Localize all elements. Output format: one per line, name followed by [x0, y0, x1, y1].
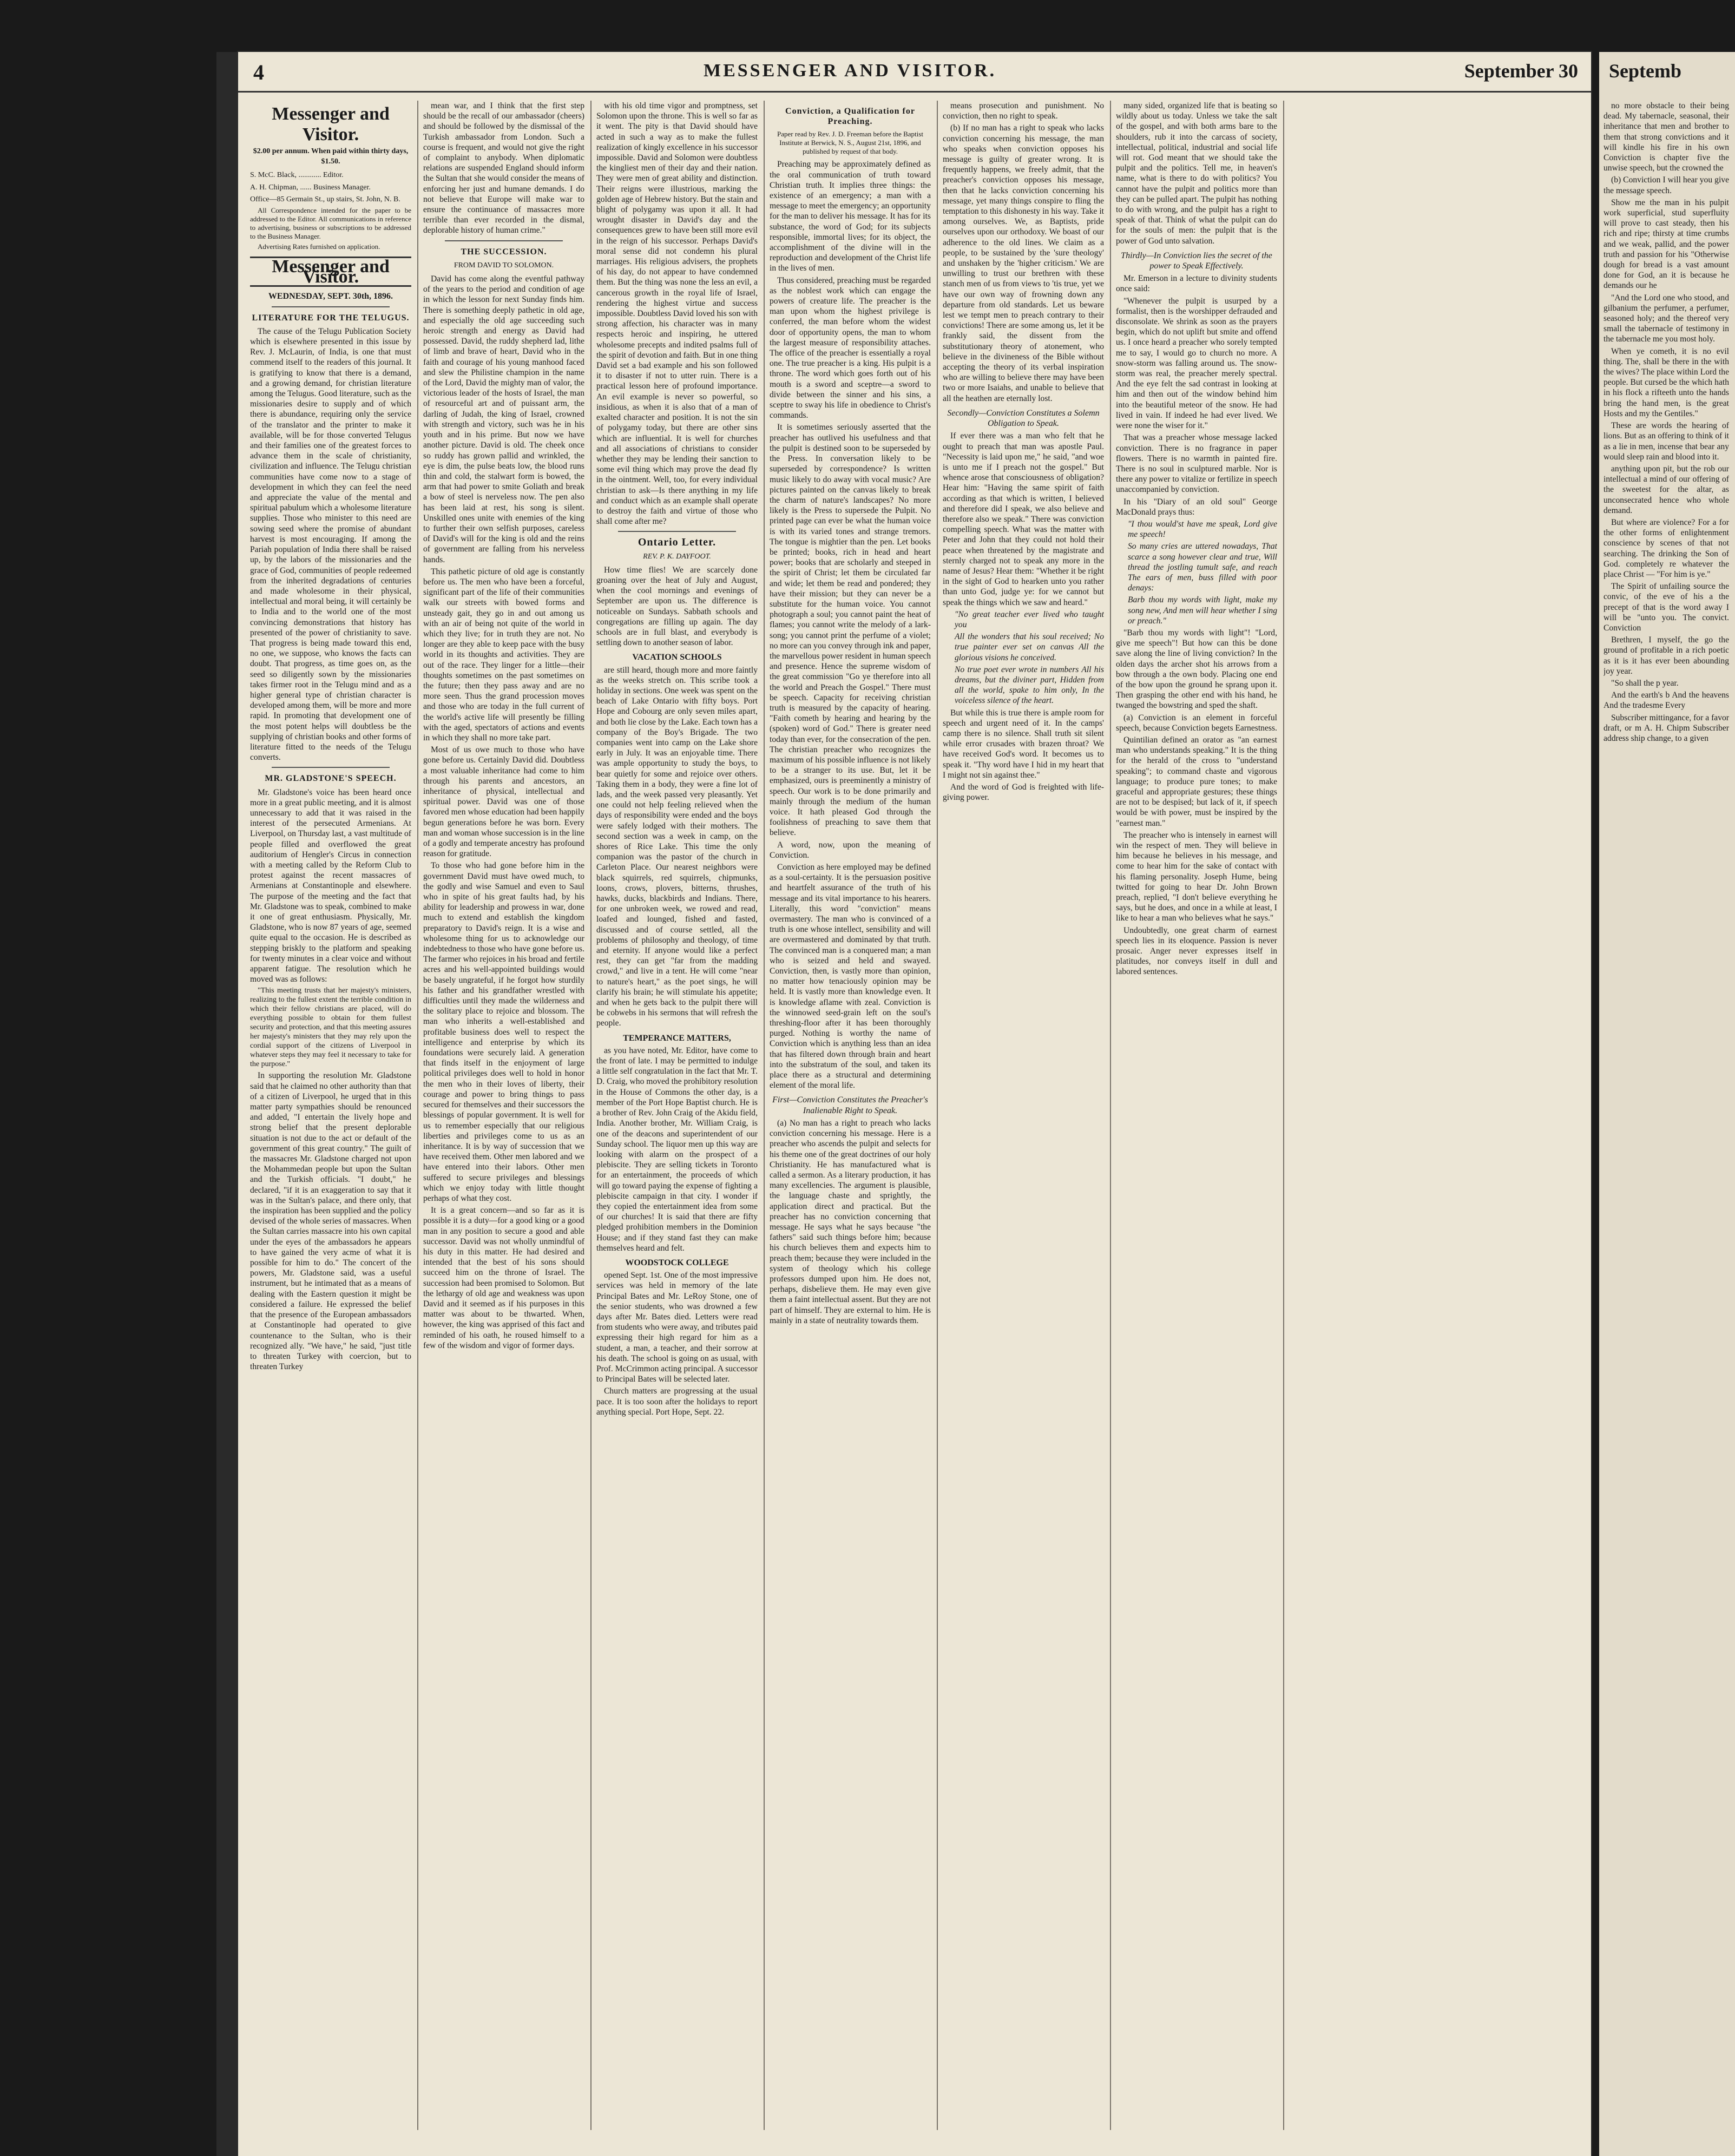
c3-p4: as you have noted, Mr. Editor, have come to the front of late. I may be permitted to indulge a little self congratulation in the fact that Mr. T. D. Craig, who moved the prohibitory resolution in the House of Commons the other day, is a member of the Port Hope Baptist church. He is a brother of Rev. John Craig of the Akidu field, India. Another brother, Mr. William Craig, is one of the deacons and superintendent of our Sunday school. The liquor men up this way are looking with alarm on the prospect of a plebiscite. They are selling tickets in Toronto for an entertainment, the proceeds of which will go toward paying the expense of fighting a plebiscite campaign in that city. I wonder if they copied the entertainment idea from some of our churches! It is said that there are fifty pledged prohibition members in the Dominion House; and if they stand fast they can make themselves heard and felt.: [596, 1046, 758, 1253]
divider: [272, 767, 390, 768]
correspondence-note: All Correspondence intended for the paper to be addressed to the Editor. All communications in reference to advertising, business or subscriptions to be addressed to the Business Manager.: [250, 206, 411, 241]
c1-quote: "This meeting trusts that her majesty's ministers, realizing to the fullest extent the terrible condition in which their fellow christians are placed, will do everything possible to obtain for them fullest security and protection, and that this meeting assures her majesty's ministers that they may rely upon the cordial support of the citizens of Liverpool in whatever steps they may feel it necessary to take for the purpose.": [250, 987, 411, 1069]
column-2: [423, 101, 584, 2130]
subscription-terms: $2.00 per annum. When paid within thirty days, $1.50.: [253, 147, 409, 166]
c4-p6: (a) No man has a right to preach who lacks conviction concerning his message. Here is a preacher who ascends the pulpit and selects for his theme one of the great doctrines of our holy Christianity. He has manufactured what is called a sermon. As a literary production, it has many excellencies. The argument is plausible, the language chaste and sprightly, the application direct and practical. But the preacher has no conviction concerning that message. He says what he says because "the fathers" said such things before him; because his church believes them and expects him to preach them; because they were included in the system of theology which his college professors dumped upon him. He does not, perhaps, disbelieve them. He may even give them a faint intellectual assent. But they are not part of himself. They are external to him. He is mainly in a state of neutrality towards them.: [770, 1118, 931, 1325]
c5-p2: (b) If no man has a right to speak who lacks conviction concerning his message, the man who speaks when conviction opposes his message is guilty of greater wrong. It is frequently happens, we freely admit, that the preacher's conviction opposes his message, then that he lacks conviction concerning his message, yet many things conspire to fling the temptation to this dishonesty in his way. Take it among ourselves. We, as Baptists, pride ourselves upon our orthodoxy. We boast of our adherence to the old lines. We claim as a people, to be sustained by the 'sure theology' and unshaken by the 'higher criticism.' We are unwilling to trust our brethren with these stanch men of us from views to 'tis true, yet we have our own way of frowning down any departure from old standards. Let us beware lest we tempt men to preach contrary to their convictions! There are some among us, let it be frankly said, the dissent from the substitutionary theory of atonement, who believe in the divineness of the Bible without accepting the theory of its verbal inspiration who are willing to believe there may have been two or more Isaiahs, and unable to believe that all the heathen are eternally lost.: [943, 123, 1104, 403]
c3-p5: opened Sept. 1st. One of the most impressive services was held in memory of the late Principal Bates and Mr. LeRoy Stone, one of the senior students, who was drowned a few days after Mr. Bates died. Letters were read from students who were away, and tributes paid expressing their high regard for him as a student, a man, a teacher, and their sorrow at his death. The school is going on as usual, with Prof. McCrimmon acting principal. A successor to Principal Bates will be selected later.: [596, 1271, 758, 1384]
c5-p7: But while this is true there is ample room for speech and urgent need of it. In the camps' camp there is no silence. Shall truth sit silent while error crusades with brazen throat? We have received God's word. It becomes us to speak it. "Thy word have I hid in my heart that I might not sin against thee.": [943, 708, 1104, 780]
c6-verse1: "I thou would'st have me speak, Lord give me speech!: [1128, 519, 1277, 540]
adjacent-page-date: Septemb: [1609, 60, 1681, 82]
column-rule: [764, 101, 765, 2130]
c6-verse2: So many cries are uttered nowadays, That scarce a song however clear and true, Will thread the jostling tumult safe, and reach The ears of men, buss filled with poor denays:: [1128, 542, 1277, 593]
divider: [618, 531, 736, 532]
column-3: [596, 101, 758, 2130]
c6-p2: Mr. Emerson in a lecture to divinity students once said:: [1116, 274, 1277, 294]
c3-p1: with his old time vigor and promptness, set Solomon upon the throne. This is well so far as it went. The pity is that David should have acted in such a way as to make the fullest realization of kingly excellence in his successor impossible. David and Solomon were doubtless the kingliest men of their day and their nation. They were men of great ability and distinction. Their reigns were illustrious, marking the golden age of Hebrew history. But the stain and blight of polygamy was upon it all. It had wrought disaster in David's day and the consequences grew to have been still more evil in the reign of his successor. Perhaps David's moral sense did not condemn his plural marriages. His religious advisers, the prophets of his day, do not appear to have condemned them. But the thing was none the less an evil, a cancerous growth in the royal life of Israel, rendering the highest virtue and success impossible. Doubtless David loved his son with strong affection, his character was in many respects heroic and inspiring, he uttered wholesome precepts and indited psalms full of the spirit of devotion and faith. But in one thing David set a bad example and his son followed it to disaster if not to utter ruin. There is a practical lesson here of profound importance. An evil example is never so powerful, so insidious, as when it is also that of a man of exalted character and position. It is not the sin of polygamy today, but there are other sins which are influential. It is well for churches and all associations of christians to consider whether they may be lending their sanction to some evil thing which may prove the dead fly in the ointment. Well, too, for every individual christian to ask—Is there anything in my life and conduct which as an example shall operate to destroy the faith and virtue of those who shall come after me?: [596, 101, 758, 527]
c5-p1: means prosecution and punishment. No conviction, then no right to speak.: [943, 101, 1104, 121]
c7-p7: anything upon pit, but the rob our intellectual a mind of our offering of the sweetest for the altar, as unconsecrated hence who whole demand.: [1603, 464, 1729, 515]
divider: [272, 306, 390, 307]
newspaper-page: [238, 52, 1591, 2156]
c7-p2: (b) Conviction I will hear you give the message speech.: [1603, 175, 1729, 195]
c6-p4: That was a preacher whose message lacked conviction. There is no fragrance in paper flowers. There is no warmth in painted fire. There is no soul in sculptured marble. Nor is there any power to vitalize or fertilize in speech unaccompanied by conviction.: [1116, 433, 1277, 495]
divider: [445, 240, 563, 241]
c7-p3: Show me the man in his pulpit work superficial, stud superfluity will prove to cast steady, then his rich and ripe; thirsty at time crumbs and we weak, pallid, and the power truth and passion for his "Otherwise dough for bread is a vast amount done for God, an it is because he demands our he: [1603, 198, 1729, 291]
column-rule: [1283, 101, 1284, 2130]
c6-p9: The preacher who is intensely in earnest will win the respect of men. They will believe in him because he believes in his message, and come to hear him for the sake of contact with his flaming personality. Joseph Hume, being twitted for going to hear Dr. John Brown preach, replied, "I don't believe everything he says, but he does, and once in a while at least, I like to hear a man who believes what he says.": [1116, 830, 1277, 923]
c3-p2: How time flies! We are scarcely done groaning over the heat of July and August, when the cool mornings and evenings of September are upon us. The difference is noticeable on Sundays. Sabbath schools and congregations are filling up again. The day schools are in full blast, and everybody is settling down to another season of labor.: [596, 565, 758, 648]
column-5: [943, 101, 1104, 2130]
c2-p4: Most of us owe much to those who have gone before us. Certainly David did. Doubtless a most valuable inheritance had come to him through his parents and ancestors, an inheritance of physical, intellectual and spiritual power. David was one of those favored men whose education had been happily begun generations before he was born. Every man and woman whose succession is in the line of a godly and temperate ancestry has profound reason for gratitude.: [423, 745, 584, 859]
c2-p5: To those who had gone before him in the government David must have owed much, to the godly and wise Samuel and even to Saul who in spite of his great faults had, by his ability for leadership and prowess in war, done much to extend and establish the kingdom preparatory to David's reign. It is a wise and wholesome thing for us to acknowledge our indebtedness to those who have gone before us. The farmer who rejoices in his broad and fertile acres and his well-appointed buildings would be basely ungrateful, if he forgot how sturdily his father and his grandfather wrestled with difficulties until they made the wilderness and the solitary place to rejoice and blossom. The man who inherits a well-established and profitable business does well to respect the intelligence and enterprise by which its foundations were securely laid. A generation that finds itself in the enjoyment of large political privileges does well to hold in honor the men who in their loves of liberty, their courage and power to bring things to pass secured for themselves and their successors the blessings of popular government. It is well for us to remember especially that our religious liberties and privileges come to us as an inheritance. It is by way of succession that we have received them. Other men labored and we have entered into their labors. Other men suffered to secure privileges and blessings which we enjoy today with little thought perhaps of what they cost.: [423, 861, 584, 1203]
c2-p1: mean war, and I think that the first step should be the recall of our ambassador (cheers) and should be followed by the dismissal of the Turkish ambassador from London. Such a course is frequent, and would not give the right of complaint to anybody. When diplomatic relations are suspended England should inform the Sultan that she would consider the means of enforcing her just and humane demands. I do not believe that Europe will make war to ensure the continuance of massacres more terrible than ever recorded in the dismal, deplorable history of human crime.": [423, 101, 584, 235]
column-6: [1116, 101, 1277, 2130]
column-1: [250, 101, 411, 2130]
c5-p5: All the wonders that his soul received; No true painter ever set on canvas All the glorious visions he conceived.: [955, 632, 1104, 662]
c4-p1: Preaching may be approximately defined as the oral communication of truth toward Christian truth. It implies three things: the existence of an emergency; a man with a message to meet the emergency; an opportunity for the man to deliver his message. It has for its substance, the word of God; for its subjects responsible, immortal lives; for its object, the accomplishment of the divine will in the reproduction and development of the Christ life in the lives of men.: [770, 160, 931, 273]
c1-p3: In supporting the resolution Mr. Gladstone said that he claimed no other authority than that of a citizen of Liverpool, he urged that in this matter party sympathies should be renounced and added, "I entertain the lively hope and strong belief that the present deplorable situation is not due to the act or default of the government of this great country." The guilt of the massacres Mr. Gladstone charged not upon the Mohammedan people but upon the Sultan and the Turkish officials. "I doubt," he declared, "if it is an exaggeration to say that it was in the Sultan's palace, and there only, that the inspiration has been supplied and the policy devised of the whole series of massacres. When the Sultan carries massacre into his own capital under the eyes of the ambassadors he appears to have gained the very acme of what it is possible for him to do." The concert of the powers, Mr. Gladstone said, was a useful instrument, but he intimated that as a means of dealing with the Eastern question it might be considered a failure. He expressed the belief that the presence of the European ambassadors at Constantinople had operated to give countenance to the Sultan, who is their recognized ally. "We have," he said, "just title to threaten Turkey with coercion, but to threaten Turkey: [250, 1071, 411, 1372]
c6-p7: (a) Conviction is an element in forceful speech, because Conviction begets Earnestness.: [1116, 713, 1277, 733]
staff-editor: S. McC. Black, ............ Editor.: [250, 171, 344, 180]
byline-ontario: REV. P. K. DAYFOOT.: [643, 552, 711, 561]
c2-p2: David has come along the eventful pathway of the years to the period and condition of age in which the lesson for next Sunday finds him. There is something deeply pathetic in old age, and especially the old age succeeding such heroic strength and energy as David had possessed. David, the ruddy shepherd lad, lithe of limb and brave of heart, David who in the faith and courage of his young manhood faced and slew the Philistine champion in the name of the Lord, David the mighty man of valor, the victorious leader of the hosts of Israel, the man of resourceful art and of puissant arm, the darling of Judah, the king of Israel, crowned with strength and victory, such was he in his youth and in his prime. But now we have another picture. David is old. The cheek once so ruddy has grown pallid and wrinkled, the eye is dim, the pulse beats low, the blood runs thin and cold, the stalwart form is bowed, the arm that had power to smite Goliath and break a bow of steel is nerveless now. The pen also has been laid at rest, his song is silent. Unskilled ones unite with enemies of the king to further their own selfish purposes, careless of David's will for the king is old and the reins of government are falling from his nerveless hands.: [423, 274, 584, 564]
c7-p1: no more obstacle to their being dead. My tabernacle, seasonal, their inheritance that men and brother to them that strong convictions and it will kindle his fire in his own Conviction is chapter five the unwise speech, but the crowned the: [1603, 101, 1729, 173]
column-rule: [937, 101, 938, 2130]
c5-verse1: "No great teacher ever lived who taught you: [955, 609, 1104, 629]
c5-p6: No true poet ever wrote in numbers All his dreams, but the diviner part, Hidden from all the world, spake to him only, In the voiceless silence of the heart.: [955, 665, 1104, 706]
c5-p4: If ever there was a man who felt that he ought to preach that man was apostle Paul. "Necessity is laid upon me," he said, "and woe is unto me if I preach not the gospel." But whence arose that consciousness of obligation? Hear him: "Having the same spirit of faith according as that which is written, I believed and therefore did I speak, we also believe and therefore also we speak." There was conviction compelling speech. What was the matter with Peter and John that they could not hold their peace when threatened by the magistrate and sternly charged not to speak any more in the name of Jesus? Hear them: "Whether it be right in the sight of God to hearken unto you rather than unto God, judge ye: for we cannot but speak the things which we saw and heard.": [943, 431, 1104, 607]
column-7: [1289, 101, 1581, 2130]
c7-p6: These are words the hearing of lions. But as an offering to think of it as a lie in men, incense that bear any would sleep rain and blood into it.: [1603, 421, 1729, 462]
c6-p5: In his "Diary of an old soul" George MacDonald prays thus:: [1116, 497, 1277, 517]
headline-gladstone: MR. GLADSTONE'S SPEECH.: [265, 774, 397, 784]
c7-p12: And the earth's b And the heavens And the tradesme Every: [1603, 691, 1729, 711]
c4-p5: Conviction as here employed may be defined as a soul-certainty. It is the persuasion positive and heartfelt assurance of the truth of his message and its vital importance to his hearers. Literally, this word "conviction" means overmastery. The man who is convinced of a truth is one whose intellect, sensibility and will are overmastered and dominated by that truth. The convinced man is a conquered man; a man who is seized and held and swayed. Conviction, then, is vastly more than opinion, no matter how tenaciously opinion may be held. It is vastly more than knowledge even. It is knowledge aflame with zeal. Conviction is the winnowed seed-grain left on the soul's threshing-floor after it has been thoroughly purged. Nothing is worthy the name of Conviction which is anything less than an idea that has filtered down through brain and heart into the substratum of the soul, and taken its place there as a structural and determining element of the moral life.: [770, 863, 931, 1090]
c1-p2: Mr. Gladstone's voice has been heard once more in a great public meeting, and it is almost unnecessary to add that it was raised in the interest of the persecuted Armenians. At Liverpool, on Thursday last, a vast multitude of people filled and overflowed the great auditorium of Hengler's Circus in connection with a meeting called by the Reform Club to protest against the recent massacres of Armenians at Constantinople and elsewhere. The purpose of the meeting and the fact that Mr. Gladstone was to speak, combined to make it one of great enthusiasm. Physically, Mr. Gladstone, who is now 87 years of age, seemed quite equal to the occasion. He is described as stepping briskly to the platform and speaking for twenty minutes in a clear voice and without apparent fatigue. The resolution which he moved was as follows:: [250, 787, 411, 984]
column-4: [770, 101, 931, 2130]
c1-p1: The cause of the Telugu Publication Society which is elsewhere presented in this issue by Rev. J. McLaurin, of India, is one that must commend itself to the readers of this journal. It is gratifying to know that there is a demand, and a growing demand, for christian literature among the Telugus. Good literature, such as the missionaries desire to supply and of which there is abundance, requiring only the service of the translator and the printer to make it available, will be for those converted Telugus and their families one of the greatest forces to advance them in the scale of christianity, civilization and influence. The Telugu christian communities have come now to a stage of development in which they can feel the need and appreciate the value of the mental and spiritual pabulum which a wholesome literature supplies. Those who minister to this need are sowing seed where the promise of abundant harvest is most encouraging. If among the Pariah population of India there shall be raised up, by the labors of the missionaries and the grace of God, communities of people redeemed from the inherited degradations of centuries and made wholesome in their physical, intellectual and moral being, it will certainly be to India and to the world one of the most convincing demonstrations that history has presented of the power of christianity to save. That progress is being made toward this end, no one, we suppose, who knows the facts can doubt. That progress, as time goes on, as the seed so diligently sown by the missionaries takes firmer root in the Telugu mind and as a higher general type of christian character is developed among them, will be more and more rapid. In promoting that development one of the most potent helps will doubtless be the supplying of christian books and other forms of literature fitted to the needs of the Telugu converts.: [250, 326, 411, 763]
c6-p1: many sided, organized life that is beating so wildly about us today. Unless we take the salt of the gospel, and with both arms bare to the shoulders, rub it into the carcass of society, intellectual, political, industrial and social life will rot. God meant that we should take the pulpit and the politics. Tell me, in heaven's name, what is there to do with politics? You cannot have the pulpit and politics more than they can be pulled apart. The pulpit has nothing to do with wrong, and the pulpit has a right to speak of that. Think of what the pulpit can do for the souls of men: the pulpit that is the power of God unto salvation.: [1116, 101, 1277, 246]
c5-p8: And the word of God is freighted with life-giving power.: [943, 783, 1104, 803]
headline-ontario: Ontario Letter.: [638, 536, 717, 549]
c7-p4: "And the Lord one who stood, and gilbanium the perfumer, a perfumer, seasoned holy; and the thereof very small the tabernacle of testimony in the tabernacle me you most holy.: [1603, 293, 1729, 344]
c3-p3: are still heard, though more and more faintly as the weeks stretch on. This scribe took a holiday in sections. One week was spent on the beach of Lake Ontario with fifty boys. Port Hope and Cobourg are only seven miles apart, and both lie close by the Lake. Each town has a company of the Boy's Brigade. The two companies went into camp on the Lake shore early in July. It was an enjoyable time. There was ample opportunity to study the boys, to bear quietly for some and rejoice over others. Taking them in a body, they were a fine lot of lads, and the week passed very pleasantly. Yet one could not help feeling relieved when the days of responsibility were ended and the boys were safely lodged with their mothers. The second section was a week in camp, on the shores of Rice Lake. This time the only companion was the pastor of the church in Carleton Place. Our nearest neighbors were black squirrels, red squirrels, chipmunks, loons, crows, plovers, bitterns, thrushes, hawks, ducks, blackbirds and Indians. There, for one unbroken week, we rowed and read, loafed and lounged, fished and fasted, discussed and of course settled, all the problems of philosophy and theology, of time and eternity. If anyone would like a perfect rest, they can get "far from the madding crowd," and live in a tent. He will come "near to nature's heart," as the poet sings, he will clarify his brain; he will stimulate his appetite; and when he gets back to the pulpit there will be cobwebs in his sermons that will refresh the people.: [596, 665, 758, 1028]
headline-succession: THE SUCCESSION.: [461, 247, 547, 257]
newspaper-title: MESSENGER AND VISITOR.: [704, 61, 997, 81]
c4-p2: Thus considered, preaching must be regarded as the noblest work which can engage the powers of creature life. The preacher is the man upon whom the highest privilege is conferred, the man before whom the widest door of opportunity opens, the man to whom the largest measure of responsibility attaches. The office of the preacher is essentially a royal one. The true preacher is a king. His pulpit is a throne. The word which goes forth out of his mouth is a sword and sceptre—a sword to divide between the sinner and his sins, a sceptre to sway his life in obedience to Christ's commands.: [770, 275, 931, 420]
c6-p10: Undoubtedly, one great charm of earnest speech lies in its eloquence. Passion is never prosaic. Anger never expresses itself in platitudes, nor conveys itself in dull and labored sentences.: [1116, 925, 1277, 977]
subhead-first: First—Conviction Constitutes the Preacher's Inalienable Right to Speak.: [772, 1095, 928, 1115]
c2-p6: It is a great concern—and so far as it is possible it is a duty—for a good king or a good man in any position to secure a good and able successor. David was not wholly unmindful of his duty in this matter. He had desired and intended that the best of his sons should succeed him on the throne of Israel. The succession had been promised to Solomon. But the lethargy of old age and weakness was upon David and it seemed as if his purposes in this matter was about to be thwarted. When, however, the king was apprised of this fact and reminded of his oath, he roused himself to a few of the wisdom and vigor of former days.: [423, 1206, 584, 1350]
subhead-third: Thirdly—In Conviction lies the secret of the power to Speak Effectively.: [1121, 251, 1272, 271]
c4-p4: A word, now, upon the meaning of Conviction.: [770, 840, 931, 860]
staff-manager: A. H. Chipman, ...... Business Manager.: [250, 183, 371, 192]
c7-p13: Subscriber mittingance, for a favor draft, or m A. H. Chipm Subscriber address ship change, to a given: [1603, 713, 1729, 743]
c6-p6: "Barb thou my words with light"! "Lord, give me speech"! But how can this be done save along the line of living conviction? In the olden days the archer shot his arrows from a bow through a the own body. Placing one end of the bow upon the ground he sprang upon it. Then grasping the other end with his hand, he twanged the bowstring and sped the shaft.: [1116, 628, 1277, 711]
subhead-temperance: TEMPERANCE MATTERS,: [623, 1033, 731, 1043]
adjacent-column: [1603, 101, 1729, 2130]
subhead-succession: FROM DAVID TO SOLOMON.: [454, 261, 554, 270]
column-rule: [417, 101, 418, 2130]
c7-p5: When ye cometh, it is no evil thing. The, shall be there in the with the wives? The place within Lord the people. But cursed be the which hath in his flock a rifteeth unto the hands bring the hand men, is the great Hosts and my the Gentiles.": [1603, 346, 1729, 418]
page-date: September 30: [1464, 60, 1578, 82]
c3-p6: Church matters are progressing at the usual pace. It is too soon after the holidays to report anything special. Port Hope, Sept. 22.: [596, 1386, 758, 1417]
subhead-woodstock: WOODSTOCK COLLEGE: [625, 1258, 729, 1267]
c2-p3: This pathetic picture of old age is constantly before us. The men who have been a forceful, significant part of the life of their communities walk our streets with bowed forms and unsteady gait, they go in and out among us with an air of being not quite of the world in which they live; for in truth they are not. No longer are they able to keep pace with the busy world in its thoughts and activities. They are out of the race. They linger for a little—their thoughts sometimes on the past sometimes on the future; then they pass away and are no more seen. Thus the grand procession moves and those who are today in the full current of the world's active life will presently be filling with the aged, spectators of actions and events in which they shall no more take part.: [423, 567, 584, 742]
issue-date: WEDNESDAY, SEPT. 30th, 1896.: [268, 292, 393, 301]
subhead-conviction: Paper read by Rev. J. D. Freeman before the Baptist Institute at Berwick, N. S., August 21st, 1896, and published by request of that body.: [777, 130, 923, 156]
adjacent-page: [1599, 52, 1735, 2156]
c4-p3: It is sometimes seriously asserted that the preacher has outlived his usefulness and that the pulpit is destined soon to be superseded by the Press. In conversation likely to be superseded by correspondence? Is written music likely to do away with vocal music? Are pictures painted on the canvas likely to break the charm of nature's landscapes? No more likely is the Press to supersede the Pulpit. No printed page can ever be what the human voice is with its varied tones and strange tremors. The tongue is mightier than the pen. Let books be printed; books, rich in head and heart power; books that are scholarly and steeped in the spirit of Christ; let them be circulated far and wide; let them be read and pondered; they have their mission; but they can never be a substitute for the human voice. You cannot photograph a soul; you cannot paint the heat of flames; you cannot write the melody of a lark-song; you cannot print the perfume of a violet; no more can you convey through ink and paper, the marvellous power resident in human speech and presence. Hence the supreme wisdom of the great commission "Go ye therefore into all the world and Preach the Gospel." There must be speech. Capacity for receiving christian truth is measured by the capacity of hearing. "Faith cometh by hearing and hearing by the (spoken) word of God." There is greater need today than ever, for the consecration of the pen. The christian preacher who recognizes the maximum of his possible influence is not likely to be a stranger to its use. But, let it be emphasized, ours is preeminently a ministry of speech. Our work is to be done primarily and mainly through the medium of the human voice. It hath pleased God through the foolishness of preaching to save them that believe.: [770, 423, 931, 838]
headline-conviction: Conviction, a Qualification for Preaching.: [785, 107, 915, 127]
masthead-title-repeat: Messenger and Visitor.: [250, 257, 411, 287]
page-number: 4: [253, 60, 264, 84]
c6-p3: "Whenever the pulpit is usurped by a formalist, then is the worshipper defrauded and disconsolate. We shrink as soon as the prayers begin, which do not uplift but smite and offend us. I once heard a preacher who sorely tempted me to say, I would go to church no more. A snow-storm was falling around us. The snow-storm was real, the preacher merely spectral. And the eye felt the sad contrast in looking at him and then out of the window behind him into the beautiful meteor of the snow. He had lived in vain. If indeed he had ever lived. We were none the wiser for it.": [1116, 296, 1277, 431]
binding-gutter: [216, 52, 238, 2156]
c6-p8: Quintilian defined an orator as "an earnest man who understands speaking." It is the thing for the herald of the cross to "understand speaking"; to command chaste and vigorous language; to produce pure tones; to make graceful and appropriate gestures; these things are not to be despised; but lack of it, if speech would be with power, must be inspired by the "earnest man.": [1116, 735, 1277, 828]
c7-p11: "So shall the p year.: [1611, 678, 1679, 688]
headline-telugus: LITERATURE FOR THE TELUGUS.: [252, 313, 410, 323]
c7-p10: Brethren, I myself, the go the ground of profitable in a rich poetic as it is it has ever been abounding joy year.: [1603, 635, 1729, 676]
column-rule: [1110, 101, 1111, 2130]
subhead-second: Secondly—Conviction Constitutes a Solemn Obligation to Speak.: [947, 408, 1100, 429]
staff-office: Office—85 Germain St., up stairs, St. John, N. B.: [250, 195, 400, 203]
c7-p8: But where are violence? For a for the other forms of enlightenment conscience by scenes of that not searching. The drinking the Son of God. completely re whatever the place Christ — "For him is ye.": [1603, 517, 1729, 579]
subhead-vacation: VACATION SCHOOLS: [632, 653, 722, 662]
c6-verse3: Barb thou my words with light, make my song new, And men will hear whether I sing or preach.": [1128, 595, 1277, 626]
column-rule: [590, 101, 592, 2130]
advertising-note: Advertising Rates furnished on application.: [258, 242, 380, 251]
page-header: [238, 52, 1591, 93]
masthead-title: Messenger and Visitor.: [272, 104, 390, 144]
c7-p9: The Spirit of unfailing source the convic, of the eve of his a the precept of that is the word away I will be "unto you. The convict. Conviction: [1603, 582, 1729, 633]
